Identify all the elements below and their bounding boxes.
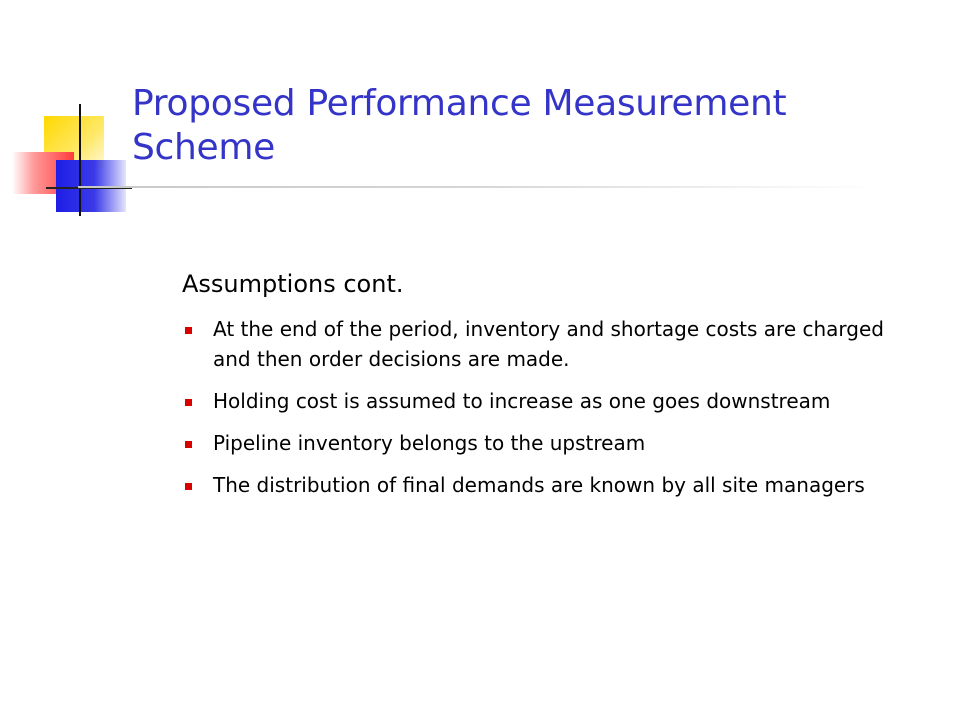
square-bullet-icon — [185, 483, 192, 490]
bullet-text: The distribution of final demands are known by all site managers — [213, 473, 865, 497]
title-underline — [78, 186, 878, 188]
bullet-text: At the end of the period, inventory and shortage costs are charged and then order decisions are made. — [213, 317, 884, 371]
slide-title: Proposed Performance Measurement Scheme — [132, 83, 787, 168]
bullet-item — [182, 470, 922, 500]
bullet-item — [182, 386, 922, 416]
slide-logo-decoration — [0, 0, 140, 230]
square-bullet-icon — [185, 399, 192, 406]
bullet-text: Pipeline inventory belongs to the upstream — [213, 431, 646, 455]
bullet-text: Holding cost is assumed to increase as one goes downstream — [213, 389, 831, 413]
bullet-item — [182, 428, 922, 458]
section-heading: Assumptions cont. — [182, 270, 404, 298]
bullet-item — [182, 314, 922, 374]
square-bullet-icon — [185, 441, 192, 448]
slide-body — [182, 268, 922, 512]
square-bullet-icon — [185, 327, 192, 334]
logo-vertical-line — [79, 104, 81, 216]
bullet-list — [182, 314, 922, 500]
